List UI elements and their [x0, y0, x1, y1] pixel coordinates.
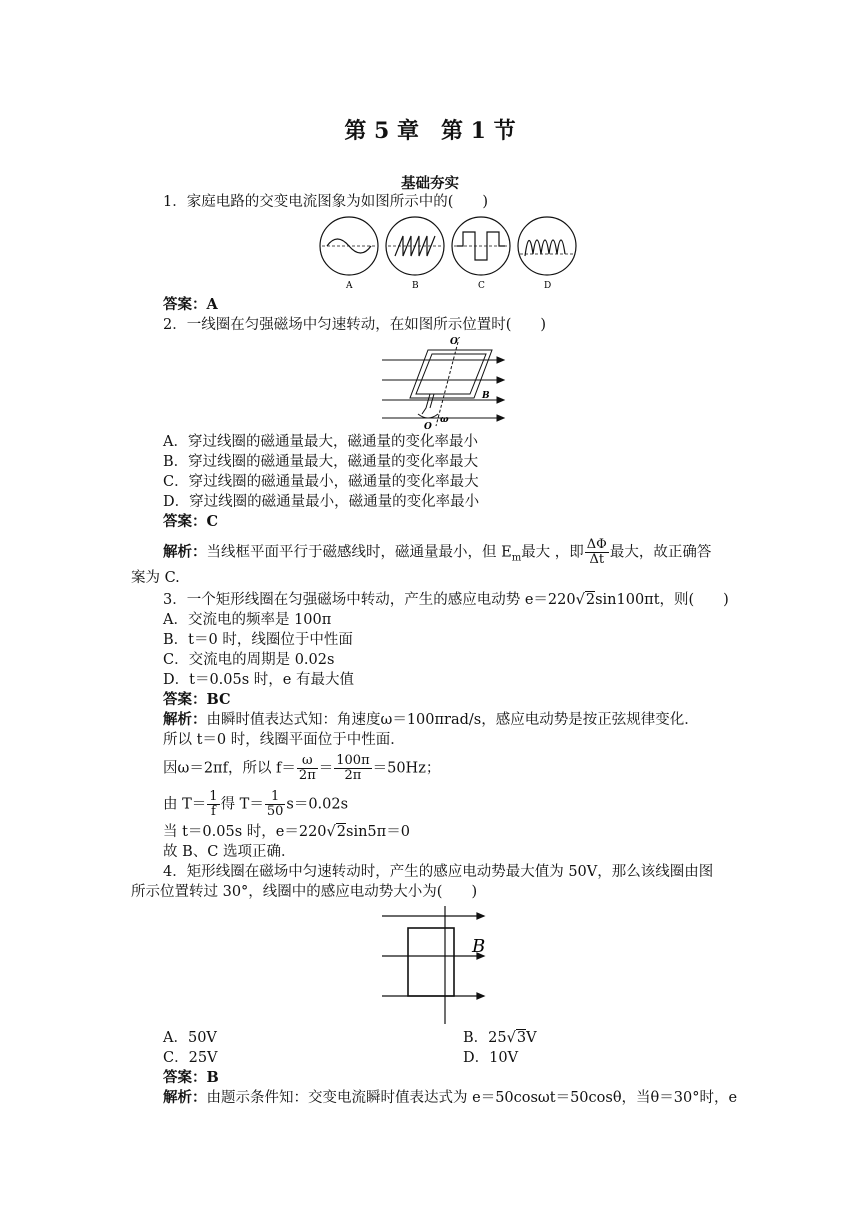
q2-fraction: $\frac{\Delta\Phi}{\Delta t}$ — [586, 537, 607, 567]
q2-label-o-top: O′ — [450, 337, 461, 347]
radical-sign: √ — [326, 824, 336, 840]
q2-figure — [378, 334, 510, 430]
q3-analysis-line5: 当 t＝0.05s 时，e＝220√2sin5π＝0 — [163, 824, 410, 840]
q1-stem: 1．家庭电路的交变电流图象为如图所示中的( ) — [163, 194, 489, 210]
q4-option-b: B．25√3V — [463, 1030, 537, 1046]
q4-option-d: D．10V — [463, 1050, 519, 1066]
page-title: 第 5 章 第 1 节 — [344, 118, 516, 144]
q4-analysis: 解析：由题示条件知：交变电流瞬时值表达式为 e＝50cosωt＝50cosθ，当θ＝30°时，e — [163, 1089, 738, 1106]
q2-option-d: D．穿过线圈的磁通量最小，磁通量的变化率最小 — [163, 494, 480, 510]
q1-answer: 答案：A — [163, 296, 218, 313]
q4-option-a: A．50V — [163, 1030, 217, 1046]
q1-label-d: D — [544, 281, 552, 291]
q2-option-b: B．穿过线圈的磁通量最大，磁通量的变化率最大 — [163, 454, 479, 470]
q2-answer: 答案：C — [163, 513, 219, 530]
q2-analysis-label: 解析： — [163, 543, 207, 561]
q3-option-a: A．交流电的频率是 100π — [163, 612, 332, 628]
q2-stem: 2．一线圈在匀强磁场中匀速转动，在如图所示位置时( ) — [163, 317, 547, 333]
q2-option-a: A．穿过线圈的磁通量最大，磁通量的变化率最小 — [163, 434, 478, 450]
q3-analysis-line3: 因ω＝2πf，所以 f＝ $\frac{\omega}{2\pi}$ ＝ $\frac{100\pi}{2\pi}$ ＝50Hz； — [163, 753, 441, 783]
q4-answer: 答案：B — [163, 1069, 219, 1086]
radical-sign: √ — [506, 1030, 516, 1046]
q1-label-b: B — [412, 281, 419, 291]
q1-label-a: A — [346, 281, 353, 291]
q3-analysis-line2: 所以 t＝0 时，线圈平面位于中性面． — [163, 732, 405, 748]
q4-stem-line2: 所示位置转过 30°，线圈中的感应电动势大小为( ) — [131, 884, 478, 900]
q3-option-d: D．t＝0.05s 时，e 有最大值 — [163, 672, 354, 688]
q3-analysis-line6: 故 B、C 选项正确． — [163, 844, 296, 860]
q4-label-b: B — [472, 936, 486, 957]
q2-option-c: C．穿过线圈的磁通量最小，磁通量的变化率最大 — [163, 474, 479, 490]
q3-answer: 答案：BC — [163, 691, 231, 708]
q3-stem: 3．一个矩形线圈在匀强磁场中转动，产生的感应电动势 e＝220√2sin100πt，则( ) — [163, 592, 729, 608]
q2-label-b: B — [482, 391, 490, 401]
q3-analysis-line4: 由 T＝ $\frac{1}{f}$ 得 T＝ $\frac{1}{50}$ s＝0.02s — [163, 789, 349, 819]
radical-sign: √ — [575, 592, 585, 608]
q2-label-w: ω — [440, 415, 449, 425]
q4-option-c: C．25V — [163, 1050, 218, 1066]
q3-option-b: B．t＝0 时，线圈位于中性面 — [163, 632, 353, 648]
section-heading: 基础夯实 — [401, 175, 459, 192]
q4-figure — [378, 906, 490, 1024]
q1-label-c: C — [478, 281, 485, 291]
q2-label-o-bottom: O — [424, 422, 432, 430]
q3-option-c: C．交流电的周期是 0.02s — [163, 652, 335, 668]
q2-analysis: 解析：当线框平面平行于磁感线时，磁通量最小，但 $E_m$最大 ，即 $\frac{\Delta\Phi}{\Delta t}$ 最大，故正确答 — [163, 537, 712, 567]
q1-figure — [315, 212, 585, 292]
q2-analysis-cont: 案为 C. — [131, 570, 180, 586]
q3-analysis-line1: 解析：由瞬时值表达式知：角速度ω＝100πrad/s，感应电动势是按正弦规律变化． — [163, 711, 699, 728]
q4-stem-line1: 4．矩形线圈在磁场中匀速转动时，产生的感应电动势最大值为 50V，那么该线圈由图 — [163, 864, 714, 880]
